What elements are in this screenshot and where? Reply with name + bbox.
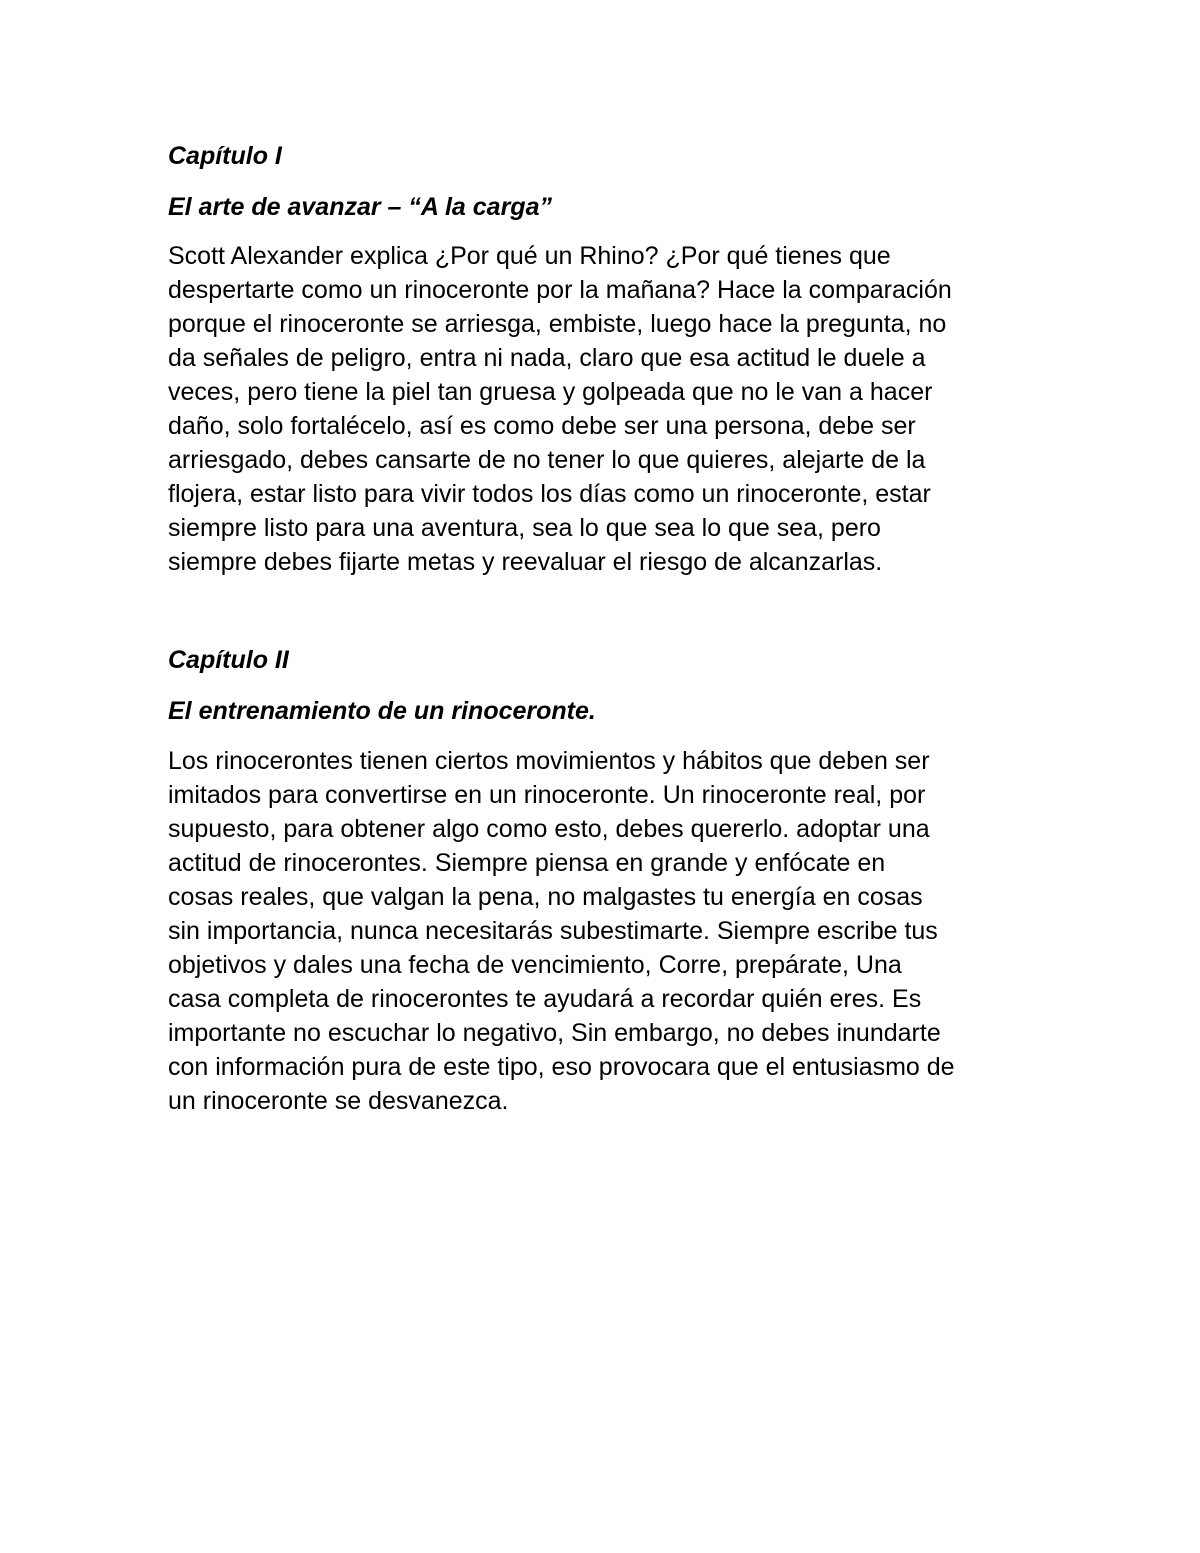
body-line: un rinoceronte se desvanezca. bbox=[168, 1087, 509, 1115]
body-line: objetivos y dales una fecha de vencimiento, Corre, prepárate, Una bbox=[168, 951, 902, 979]
chapter-1-subtitle: El arte de avanzar – “A la carga” bbox=[168, 193, 552, 221]
body-line: imitados para convertirse en un rinoceronte. Un rinoceronte real, por bbox=[168, 781, 926, 809]
body-line: supuesto, para obtener algo como esto, debes quererlo. adoptar una bbox=[168, 815, 930, 843]
body-line: sin importancia, nunca necesitarás subestimarte. Siempre escribe tus bbox=[168, 917, 938, 945]
body-line: cosas reales, que valgan la pena, no malgastes tu energía en cosas bbox=[168, 883, 923, 911]
chapter-1-title: Capítulo I bbox=[168, 142, 282, 170]
body-line: siempre listo para una aventura, sea lo que sea lo que sea, pero bbox=[168, 514, 881, 542]
body-line: Los rinocerontes tienen ciertos movimientos y hábitos que deben ser bbox=[168, 747, 930, 775]
body-line: da señales de peligro, entra ni nada, claro que esa actitud le duele a bbox=[168, 344, 926, 372]
body-line: importante no escuchar lo negativo, Sin embargo, no debes inundarte bbox=[168, 1019, 941, 1047]
body-line: arriesgado, debes cansarte de no tener lo que quieres, alejarte de la bbox=[168, 446, 926, 474]
chapter-1-body bbox=[168, 239, 1048, 579]
body-line: despertarte como un rinoceronte por la mañana? Hace la comparación bbox=[168, 276, 952, 304]
body-line: actitud de rinocerontes. Siempre piensa en grande y enfócate en bbox=[168, 849, 886, 877]
body-line: flojera, estar listo para vivir todos los días como un rinoceronte, estar bbox=[168, 480, 931, 508]
body-line: Scott Alexander explica ¿Por qué un Rhino? ¿Por qué tienes que bbox=[168, 242, 891, 270]
body-line: con información pura de este tipo, eso provocara que el entusiasmo de bbox=[168, 1053, 955, 1081]
body-line: daño, solo fortalécelo, así es como debe ser una persona, debe ser bbox=[168, 412, 916, 440]
chapter-2-body bbox=[168, 744, 1048, 1118]
body-line: porque el rinoceronte se arriesga, embiste, luego hace la pregunta, no bbox=[168, 310, 947, 338]
chapter-2-title: Capítulo II bbox=[168, 646, 289, 674]
chapter-2-subtitle: El entrenamiento de un rinoceronte. bbox=[168, 697, 596, 725]
body-line: casa completa de rinocerontes te ayudará a recordar quién eres. Es bbox=[168, 985, 922, 1013]
body-line: veces, pero tiene la piel tan gruesa y golpeada que no le van a hacer bbox=[168, 378, 933, 406]
body-line: siempre debes fijarte metas y reevaluar el riesgo de alcanzarlas. bbox=[168, 548, 883, 576]
